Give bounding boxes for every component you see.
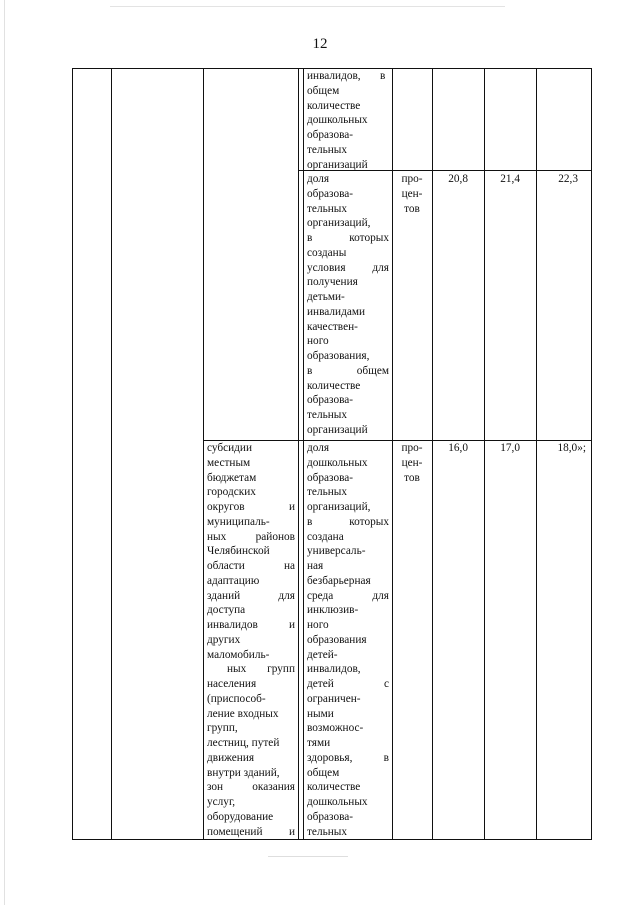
text-line-pair <box>207 559 295 574</box>
row2-unit-cell <box>394 172 430 216</box>
page-number: 12 <box>312 36 328 52</box>
table-col-border <box>111 68 112 839</box>
text-word: оказания <box>252 781 295 794</box>
text-word: и <box>288 825 295 838</box>
row3-value-year2: 17,0 <box>500 442 520 454</box>
text-word: в <box>383 751 389 764</box>
text-line: бюджетам <box>207 471 257 484</box>
table-col-border <box>298 68 299 839</box>
text-line: ного <box>307 619 329 631</box>
text-line: (приспособ- <box>207 692 266 705</box>
text-line: ного <box>307 335 329 348</box>
text-line: тельных <box>307 409 348 421</box>
text-line-pair <box>207 589 295 604</box>
text-line: количестве <box>307 379 361 392</box>
text-word: и <box>288 619 295 631</box>
text-line: тельных <box>307 143 348 156</box>
text-line: созданы <box>307 246 347 259</box>
text-line: детьми- <box>307 291 345 303</box>
text-line: инвалидами <box>307 305 366 318</box>
text-line: других <box>207 633 241 646</box>
text-line: безбарьерная <box>307 574 371 587</box>
text-word: для <box>372 589 389 602</box>
text-word: зон <box>207 781 224 794</box>
text-word: области <box>207 560 245 572</box>
text-word: с <box>383 678 389 690</box>
text-line: Челябинской <box>207 545 270 558</box>
unit-line: цен- <box>401 187 423 200</box>
text-word: для <box>372 261 389 274</box>
text-line-pair <box>207 530 295 545</box>
text-line: оборудование <box>207 810 274 823</box>
scan-artifact-bottom <box>268 856 348 857</box>
text-word: инвалидов <box>207 619 258 631</box>
row3-value-year1: 16,0 <box>448 442 468 454</box>
text-line: в <box>380 70 386 82</box>
text-word: ных <box>207 530 227 543</box>
text-line: тельных <box>307 202 348 215</box>
text-line: образования, <box>307 350 370 362</box>
text-line: тельных <box>307 486 348 499</box>
row3-measure-cell <box>207 441 295 839</box>
text-line-pair <box>307 515 389 530</box>
text-line-pair <box>207 780 295 795</box>
text-line-pair <box>307 589 389 604</box>
text-line-pair <box>307 231 389 246</box>
text-line: организаций <box>307 423 368 436</box>
text-line: ление входных <box>207 707 279 720</box>
unit-line: тов <box>404 202 420 215</box>
row3-indicator-cell <box>307 441 389 839</box>
text-line: адаптацию <box>207 574 260 587</box>
table-col-border <box>591 68 592 839</box>
text-line: универсаль- <box>307 545 366 558</box>
row1-indicator-cell <box>307 69 389 172</box>
text-line-pair <box>207 825 295 840</box>
text-line: субсидии <box>207 442 253 454</box>
text-line: инклюзив- <box>307 604 359 617</box>
text-line: лестниц, путей <box>207 737 280 749</box>
scan-artifact-top <box>110 6 505 7</box>
text-word: детей <box>307 678 334 690</box>
text-line: доступа <box>207 604 246 617</box>
text-line-pair <box>207 618 295 633</box>
text-line-pair <box>207 662 295 677</box>
table-col-border <box>72 68 73 839</box>
text-line: общем <box>307 766 340 779</box>
text-word: и <box>288 501 295 513</box>
row2-value-year3: 22,3 <box>558 173 578 185</box>
text-line: городских <box>207 486 256 499</box>
text-line: организаций, <box>307 217 371 230</box>
table-col-border <box>484 68 485 839</box>
text-line: количестве <box>307 99 361 112</box>
table-col-border <box>392 68 393 839</box>
text-line: движения <box>207 751 255 764</box>
text-word: ных <box>227 663 247 676</box>
text-word: районов <box>255 530 295 543</box>
row2-value-year2: 21,4 <box>500 173 520 185</box>
table-col-border <box>203 68 204 839</box>
unit-line: тов <box>404 471 420 484</box>
text-line: доля <box>307 442 330 454</box>
text-line: тями <box>307 737 331 749</box>
text-word: зданий <box>207 589 241 602</box>
text-line: инвалидов, <box>307 70 361 82</box>
text-line: ограничен- <box>307 692 361 705</box>
text-word: в <box>307 364 313 377</box>
text-line: создана <box>307 530 344 543</box>
text-line: местным <box>207 456 251 469</box>
text-line: дошкольных <box>307 456 368 469</box>
unit-line: про- <box>401 442 423 454</box>
text-line: образова- <box>307 187 354 200</box>
text-word: которых <box>349 515 389 528</box>
text-line: образова- <box>307 394 354 407</box>
text-line: образования <box>307 633 367 646</box>
text-word: условия <box>307 261 346 274</box>
text-line: муниципаль- <box>207 515 270 528</box>
text-word: на <box>283 560 295 572</box>
text-word: здоровья, <box>307 751 353 764</box>
text-line: дошкольных <box>307 114 368 127</box>
text-word: в <box>307 515 313 528</box>
text-line: дошкольных <box>307 796 368 808</box>
row2-indicator-cell <box>307 172 389 438</box>
text-line: получения <box>307 276 358 289</box>
text-line: организаций <box>307 158 368 171</box>
text-line: групп, <box>207 722 238 735</box>
text-word: групп <box>267 663 295 676</box>
text-line: тельных <box>307 825 348 838</box>
unit-line: про- <box>401 173 423 185</box>
row2-value-year1: 20,8 <box>448 173 468 185</box>
text-line: образова- <box>307 471 354 484</box>
text-word: округов <box>207 501 245 513</box>
row3-unit-cell <box>394 441 430 485</box>
text-line: доля <box>307 173 330 185</box>
text-word: общем <box>356 364 389 377</box>
text-line: населения <box>207 678 257 690</box>
text-line: образова- <box>307 810 354 823</box>
text-line: ная <box>307 560 324 572</box>
text-line: ными <box>307 707 334 720</box>
text-word: в <box>307 232 313 244</box>
text-line: общем <box>307 84 340 97</box>
page-edge-mark <box>4 0 5 905</box>
text-line: образова- <box>307 129 354 141</box>
text-word: которых <box>349 232 389 244</box>
text-line: возможнос- <box>307 722 364 735</box>
text-line-pair <box>307 677 389 692</box>
row3-value-year3: 18,0»; <box>557 442 586 454</box>
text-line: детей- <box>307 648 338 661</box>
text-word: для <box>278 589 295 602</box>
table-col-border <box>432 68 433 839</box>
text-line: организаций, <box>307 501 371 513</box>
unit-line: цен- <box>401 456 423 469</box>
text-line: внутри зданий, <box>207 766 280 779</box>
text-word: помещений <box>207 825 263 838</box>
table-col-border <box>303 68 304 839</box>
table-col-border <box>536 68 537 839</box>
text-line: услуг, <box>207 796 236 808</box>
text-line-pair <box>307 751 389 766</box>
text-line-pair <box>307 364 389 379</box>
text-line: качествен- <box>307 320 358 333</box>
text-line-pair <box>307 261 389 276</box>
text-line: количестве <box>307 781 361 794</box>
text-line: инвалидов, <box>307 663 361 676</box>
text-word: среда <box>307 589 334 602</box>
text-line-pair <box>207 500 295 515</box>
text-line: маломобиль- <box>207 648 270 661</box>
